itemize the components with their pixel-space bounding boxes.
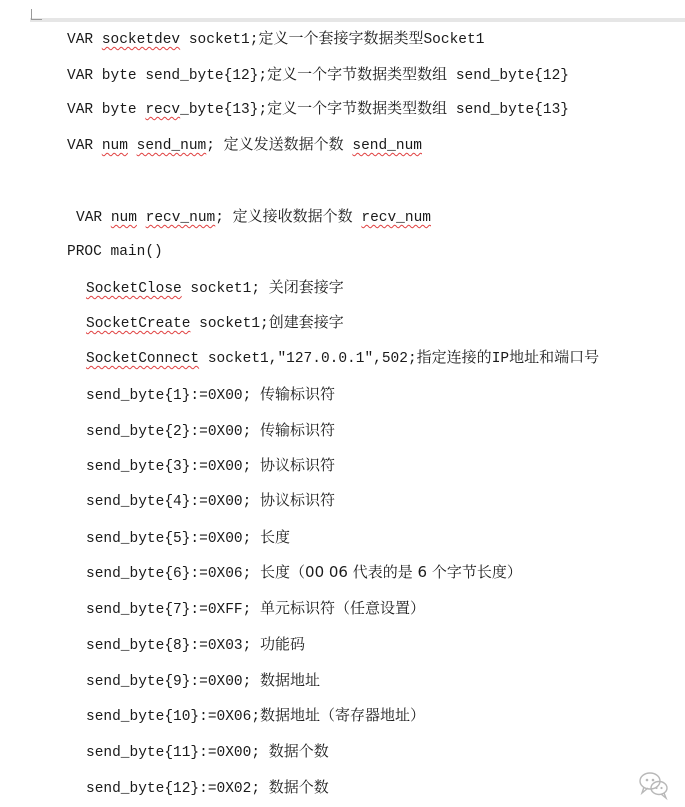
code-token: VAR bbox=[67, 32, 102, 48]
comment-text: 指定连接的 bbox=[416, 348, 492, 366]
margin-corner-marker bbox=[31, 9, 42, 20]
comment-text: 传输标识符 bbox=[260, 385, 336, 403]
code-token: send_byte{11}:=0X00; bbox=[86, 745, 269, 761]
code-token: socket1; bbox=[181, 281, 269, 297]
code-token: ; bbox=[215, 210, 233, 226]
code-line bbox=[86, 312, 344, 332]
code-line bbox=[67, 28, 484, 48]
code-line bbox=[67, 134, 422, 154]
comment-text: 单元标识符（任意设置） bbox=[260, 599, 426, 617]
spell-flagged-token: SocketConnect bbox=[86, 351, 200, 367]
comment-text: 协议标识符 bbox=[260, 456, 336, 474]
spell-flagged-token: num bbox=[110, 210, 137, 226]
code-token: send_byte{10}:=0X06; bbox=[86, 709, 261, 725]
comment-text: 传输标识符 bbox=[260, 421, 336, 439]
comment-text: 数据地址（寄存器地址） bbox=[260, 706, 426, 724]
spell-flagged-token: send_num bbox=[136, 138, 207, 154]
spell-flagged-token: recv_num bbox=[361, 210, 431, 226]
code-token: send_byte{13} bbox=[447, 102, 569, 118]
code-token: send_byte{7}:=0XFF; bbox=[86, 602, 261, 618]
comment-text: 关闭套接字 bbox=[268, 278, 344, 296]
code-line bbox=[76, 206, 431, 226]
code-token: Socket1 bbox=[423, 32, 485, 48]
comment-text: 协议标识符 bbox=[260, 491, 336, 509]
code-token: send_byte{1}:=0X00; bbox=[86, 388, 261, 404]
comment-text: 定义接收数据个数 bbox=[232, 207, 353, 225]
code-line bbox=[86, 384, 335, 404]
code-token: send_byte{8}:=0X03; bbox=[86, 638, 261, 654]
ruler-bar bbox=[30, 18, 685, 22]
comment-text: 长度 bbox=[260, 528, 291, 546]
code-line bbox=[86, 347, 599, 367]
code-token: send_byte{2}:=0X00; bbox=[86, 424, 261, 440]
code-line bbox=[86, 455, 335, 475]
code-token bbox=[137, 210, 146, 226]
code-line bbox=[67, 242, 163, 262]
comment-text: 地址和端口号 bbox=[509, 348, 600, 366]
code-line bbox=[86, 277, 344, 297]
code-line bbox=[86, 741, 329, 761]
comment-text: 定义一个套接字数据类型 bbox=[258, 29, 424, 47]
code-line bbox=[86, 420, 335, 440]
code-token: send_byte{9}:=0X00; bbox=[86, 674, 261, 690]
code-line bbox=[86, 634, 305, 654]
spell-flagged-token: SocketClose bbox=[86, 281, 182, 297]
comment-text: 长度（00 06 代表的是 6 个字节长度） bbox=[260, 563, 522, 581]
spell-flagged-token: send_num bbox=[352, 138, 422, 154]
code-token: send_byte{12} bbox=[447, 68, 569, 84]
comment-text: 数据地址 bbox=[260, 671, 321, 689]
spell-flagged-token: recv_num bbox=[145, 210, 216, 226]
comment-text: 数据个数 bbox=[268, 742, 329, 760]
code-line bbox=[86, 598, 425, 618]
code-token: _byte{13}; bbox=[180, 102, 268, 118]
code-token: send_byte{5}:=0X00; bbox=[86, 531, 261, 547]
comment-text: 创建套接字 bbox=[268, 313, 344, 331]
code-token: send_byte{3}:=0X00; bbox=[86, 459, 261, 475]
code-token: VAR byte send_byte{12}; bbox=[67, 68, 268, 84]
spell-flagged-token: SocketCreate bbox=[86, 316, 191, 332]
code-token: VAR bbox=[67, 138, 102, 154]
code-token: ; bbox=[206, 138, 224, 154]
code-line bbox=[86, 527, 290, 547]
code-line bbox=[67, 64, 569, 84]
comment-text: 定义发送数据个数 bbox=[223, 135, 344, 153]
comment-text: 定义一个字节数据类型数组 bbox=[267, 99, 448, 117]
code-token: socket1,"127.0.0.1",502; bbox=[199, 351, 417, 367]
spell-flagged-token: socketdev bbox=[101, 32, 181, 48]
code-line bbox=[86, 490, 335, 510]
code-token: send_byte{4}:=0X00; bbox=[86, 494, 261, 510]
code-token bbox=[128, 138, 137, 154]
code-token: socket1; bbox=[180, 32, 259, 48]
code-token: VAR byte bbox=[67, 102, 146, 118]
comment-text: 数据个数 bbox=[268, 778, 329, 796]
code-token: VAR bbox=[76, 210, 111, 226]
watermark-chat-icon bbox=[637, 767, 671, 801]
code-token: IP bbox=[491, 351, 510, 367]
spell-flagged-token: recv bbox=[145, 102, 181, 118]
code-line bbox=[86, 777, 329, 797]
spell-flagged-token: num bbox=[101, 138, 128, 154]
code-line bbox=[86, 705, 425, 725]
code-line bbox=[86, 670, 320, 690]
code-token: send_byte{6}:=0X06; bbox=[86, 566, 261, 582]
code-token: PROC main() bbox=[67, 244, 163, 260]
code-token: socket1; bbox=[190, 316, 269, 332]
code-line bbox=[86, 562, 522, 582]
code-token: send_byte{12}:=0X02; bbox=[86, 781, 269, 797]
code-line bbox=[67, 98, 569, 118]
comment-text: 功能码 bbox=[260, 635, 306, 653]
comment-text: 定义一个字节数据类型数组 bbox=[267, 65, 448, 83]
